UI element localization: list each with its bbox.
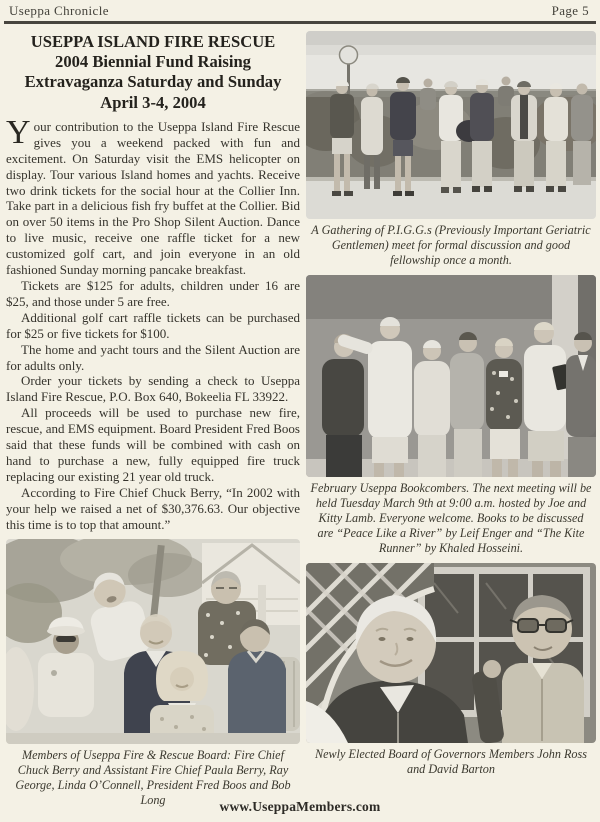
- paragraph: According to Fire Chief Chuck Berry, “In 2002 with your help we raised a net of $30,376.63. Our objective this time is to top that amount.”: [6, 484, 300, 532]
- governors-photo-image: [306, 563, 596, 743]
- photo-bookcombers: [306, 275, 596, 477]
- article-title-line: USEPPA ISLAND FIRE RESCUE: [30, 32, 276, 51]
- paragraph: Additional golf cart raffle tickets can be purchased for $25 or five tickets for $100.: [6, 309, 300, 341]
- footer-url: www.UseppaMembers.com: [219, 799, 381, 814]
- fire-board-caption: Members of Useppa Fire & Rescue Board: Fire Chief Chuck Berry and Assistant Fire Chief Paula Berry, Ray George, Linda O’Connell, President Fred Boos and Bob Long: [15, 747, 291, 807]
- drop-cap: Y: [6, 113, 31, 151]
- piggs-caption: A Gathering of P.I.G.G.s (Previously Important Geriatric Gentlemen) meet for formal discussion and good fellowship once a month.: [311, 223, 591, 267]
- paragraph-text: our contribution to the Useppa Island Fire Rescue gives you a weekend packed with fun and excitement. On Saturday visit the EMS helicopter on display. Tour various Island homes and yachts. Receive two drink tickets for the social hour at the Collier Inn. Take part in a delicious fish fry buffet at the Collier. Bid on over 50 items in the Pro Shop Silent Auction. Dance to live music, receive one raffle ticket for a new customized golf cart, and join everyone in an old fashioned Sunday morning pancake breakfast.: [6, 118, 300, 278]
- paragraph: Tickets are $125 for adults, children under 16 are $25, and those under 5 are free.: [6, 278, 300, 309]
- piggs-photo-image: [306, 31, 596, 219]
- bookcombers-caption: February Useppa Bookcombers. The next meeting will be held Tuesday March 9th at 9:00 a.m. hosted by Joe and Kitty Lamb. Everyone welcome. Books to be discussed are “Peace Like a River” by Leif Enger and “The Kite Runner” by Khaled Hosseini.: [310, 481, 592, 555]
- photo-piggs: [306, 31, 596, 219]
- two-column-layout: [0, 24, 600, 808]
- page-number: Page 5: [551, 3, 589, 18]
- paragraph: The home and yacht tours and the Silent Auction are for adults only.: [6, 341, 300, 373]
- masthead-title: Useppa Chronicle: [9, 3, 109, 18]
- masthead: [0, 0, 600, 20]
- photo-fire-board: [6, 539, 300, 744]
- paragraph: All proceeds will be used to purchase new fire, rescue, and EMS equipment. Board President Fred Boos said that these funds will be combined with cash on hand to purchase a new, fully equipped fire truck replacing our existing 21 year old truck.: [6, 405, 300, 484]
- fire-board-photo-image: [6, 539, 300, 744]
- article-title-line: Extravaganza Saturday and Sunday: [24, 72, 282, 92]
- paragraph: Order your tickets by sending a check to Useppa Island Fire Rescue, P.O. Box 640, Bokeelia FL 33922.: [6, 373, 300, 405]
- bookcombers-photo-image: [306, 275, 596, 477]
- photo-governors: [306, 563, 596, 743]
- article-body: [6, 113, 300, 533]
- article-title-line: 2004 Biennial Fund Raising: [55, 52, 251, 72]
- article-title-line: April 3-4, 2004: [100, 92, 206, 112]
- paragraph: [6, 113, 300, 278]
- right-column: [306, 31, 596, 808]
- left-column: [6, 31, 300, 808]
- governors-caption: Newly Elected Board of Governors Members John Ross and David Barton: [314, 747, 588, 776]
- article-title: [8, 32, 298, 113]
